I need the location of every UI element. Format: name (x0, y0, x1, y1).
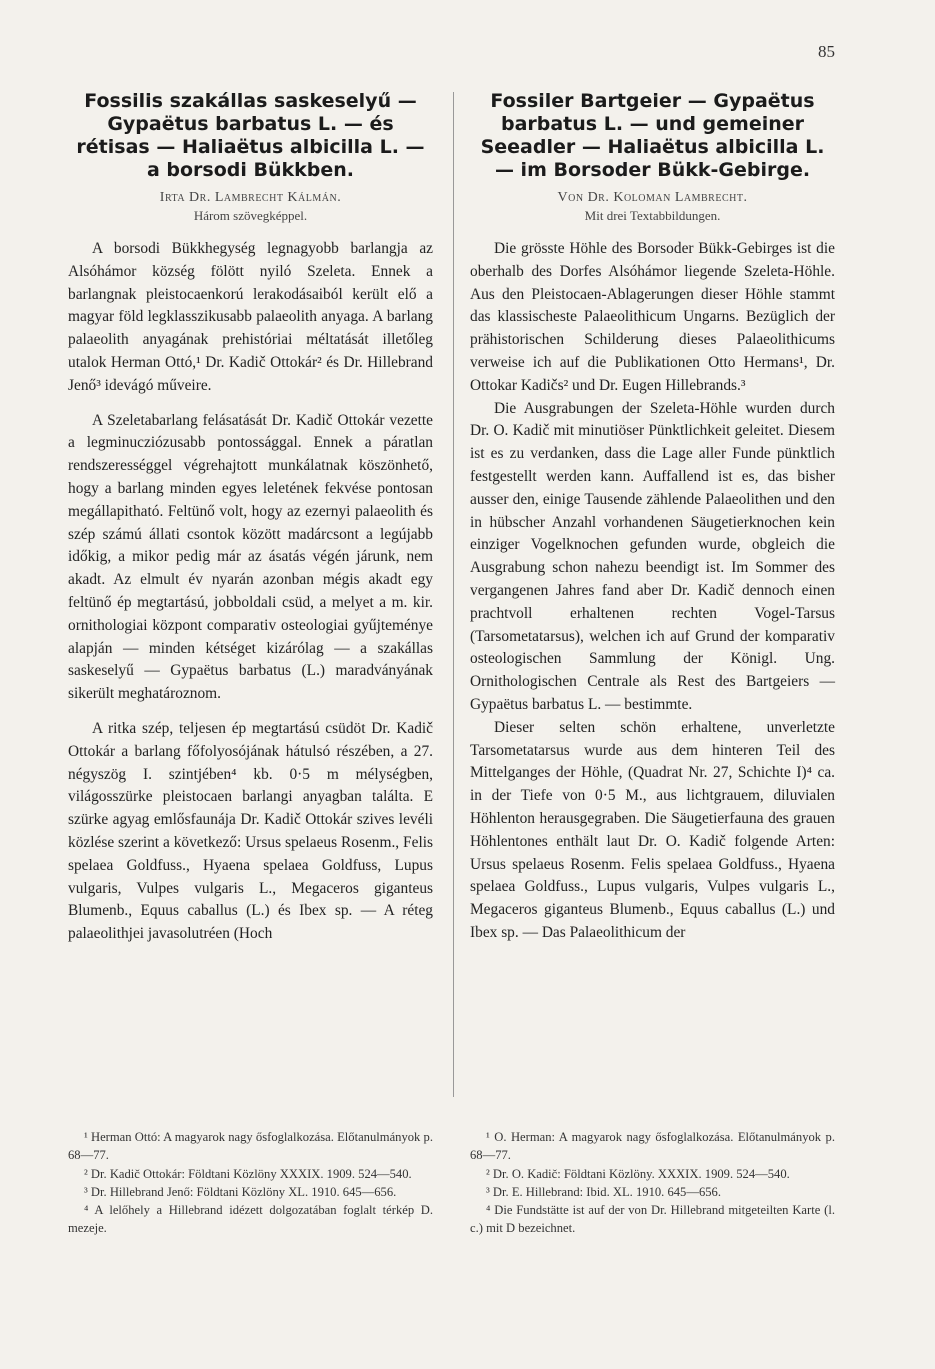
paragraph: A borsodi Bükkhegység legnagyobb barlangja az Alsóhámor község fölött nyiló Szeleta. Ennek a barlangnak pleistocaenkorú lerakodásaiból került elő a magyar föld legklasszikusabb palaeolith anyaga. A barlang palaeolith anyagának prehistóriai méltatását illetőleg utalok Herman Ottó,¹ Dr. Kadič Ottokár² és Dr. Hillebrand Jenő³ idevágó műveire. (68, 240, 433, 394)
footnote: ³ Dr. E. Hillebrand: Ibid. XL. 1910. 645—656. (486, 1184, 721, 1199)
paragraph: A ritka szép, teljesen ép megtartású csüdöt Dr. Kadič Ottokár a barlang főfolyosójának hátulsó részében, a 27. négyszög I. szintjében⁴ kb. 0·5 m mélységben, világosszürke pleistocaen barlangi anyagban találta. E szürke agyag emlősfaunája Dr. Kadič Ottokár szives levéli közlése szerint a következő: Ursus spelaeus Rosenm., Felis spelaea Goldfuss., Hyaena spelaea Goldfuss, Lupus vulgaris, Vulpes vulgaris L., Megaceros giganteus Blumenb., Equus caballus (L.) és Ibex sp. — A réteg palaeolithjei javasolutréen (Hoch (68, 719, 433, 943)
footnote: ² Dr. O. Kadič: Földtani Közlöny. XXXIX. 1909. 524—540. (486, 1166, 790, 1181)
author-line: Irta Dr. Lambrecht Kálmán. (159, 190, 342, 205)
paragraph: Dieser selten schön erhaltene, unverletzte Tarsometatarsus wurde aus dem hinteren Teil des Mittelganges der Höhle, (Quadrat Nr. 27, Schichte I)⁴ ca. in der Tiefe von 0·5 M., aus lichtgrauem, diluvialen Höhlenton herausgegraben. Die Säugetierfauna des grauen Höhlentones enthält laut Dr. O. Kadič folgende Arten: Ursus spelaeus Rosenm. Felis spelaea Goldfuss., Hyaena spelaea Goldfuss., Lupus vulgaris, Vulpes vulgaris L., Megaceros giganteus Blumenb., Equus caballus (L.) und Ibex sp. — Das Palaeolithicum der (470, 718, 835, 941)
footnote: ¹ O. Herman: A magyarok nagy ősfoglalkozása. Előtanulmányok p. 68—77. (470, 1130, 835, 1163)
footnote: ¹ Herman Ottó: A magyarok nagy ősfoglalkozása. Előtanulmányok p. 68—77. (68, 1130, 433, 1163)
footnote: ⁴ Die Fundstätte ist auf der von Dr. Hillebrand mitgeteilten Karte (l. c.) mit D bezeichnet. (470, 1203, 835, 1236)
paragraph: Die Ausgrabungen der Szeleta-Höhle wurden durch Dr. O. Kadič mit minutiöser Pünktlichkeit geleitet. Diesem ist es zu verdanken, dass die Lage aller Funde pünktlich festgestellt werden kann. Auffallend ist es, das bisher ausser den, einige Tausende zählende Palaeolithen und den in hübscher Anzahl vorhandenen Säugetierknochen kein einziger Vogelknochen gefunden wurde, obgleich die Ausgrabung schon nahezu beendigt ist. Im Sommer des vergangenen Jahres fand aber Dr. Kadič dennoch einen prachtvoll erhaltenen rechten Vogel-Tarsus (Tarsometatarsus), welchen ich auf Grund der komparativ osteologischen Sammlung der Königl. Ung. Ornithologischen Centrale als Rest des Bartgeiers — Gypaëtus barbatus L. — bestimmte. (470, 399, 835, 713)
paragraph: Die grösste Höhle des Borsoder Bükk-Gebirges ist die oberhalb des Dorfes Alsóhámor liegende Szeleta-Höhle. Aus den Pleistocaen-Ablagerungen dieser Höhle stammt das klassischeste Palaeolithicum Ungarns. Bezüglich der prähistorischen Schilderung dieses Palaeolithicums verweise ich auf die Publikationen Otto Hermans¹, Dr. Ottokar Kadičs² und Dr. Eugen Hillebrands.³ (470, 240, 835, 394)
column-divider (453, 92, 454, 1097)
figure-note: Mit drei Textabbildungen. (584, 208, 721, 223)
figure-note: Három szövegképpel. (193, 208, 308, 223)
footnote: ³ Dr. Hillebrand Jenő: Földtani Közlöny XL. 1910. 645—656. (84, 1184, 397, 1199)
author-line: Von Dr. Koloman Lambrecht. (557, 190, 748, 205)
article-title-hungarian: Fossilis szakállas saskeselyű — Gypaëtus barbatus L. — és rétisas — Haliaëtus albicilla L. — a borsodi Bükkben. (76, 90, 425, 181)
right-column (470, 90, 835, 945)
paragraph: A Szeletabarlang felásatását Dr. Kadič Ottokár vezette a legminucziózusabb pontossággal. Ennek a páratlan rendszerességgel végrehajtott munkálatnak köszönhető, hogy a barlang minden egyes leletének fekvése pontosan megállapitható. Feltünő volt, hogy az ezernyi palaeolith és szép számú állati csontok között madárcsont a legújabb időkig, a mikor pedig már az ásatás végén járunk, nem akadt. Az elmult év nyarán azonban mégis akadt egy feltünő ép megtartású, jobboldali csüd, a melyet a m. kir. ornithologiai központ comparativ osteologiai gyűjteménye alapján — minden kétséget kizárólag — a szakállas saskeselyű — Gypaëtus barbatus (L.) maradványának sikerült meghatároznom. (68, 411, 433, 703)
footnote: ⁴ A lelőhely a Hillebrand idézett dolgozatában foglalt térkép D. mezeje. (68, 1203, 433, 1236)
left-footnotes (68, 1128, 433, 1238)
left-column (68, 90, 433, 946)
right-footnotes (470, 1128, 835, 1238)
article-title-german: Fossiler Bartgeier — Gypaëtus barbatus L. — und gemeiner Seeadler — Haliaëtus albicilla L. — im Borsoder Bükk-Gebirge. (480, 90, 825, 181)
footnote: ² Dr. Kadič Ottokár: Földtani Közlöny XXXIX. 1909. 524—540. (84, 1166, 412, 1181)
page-number: 85 (818, 42, 835, 61)
